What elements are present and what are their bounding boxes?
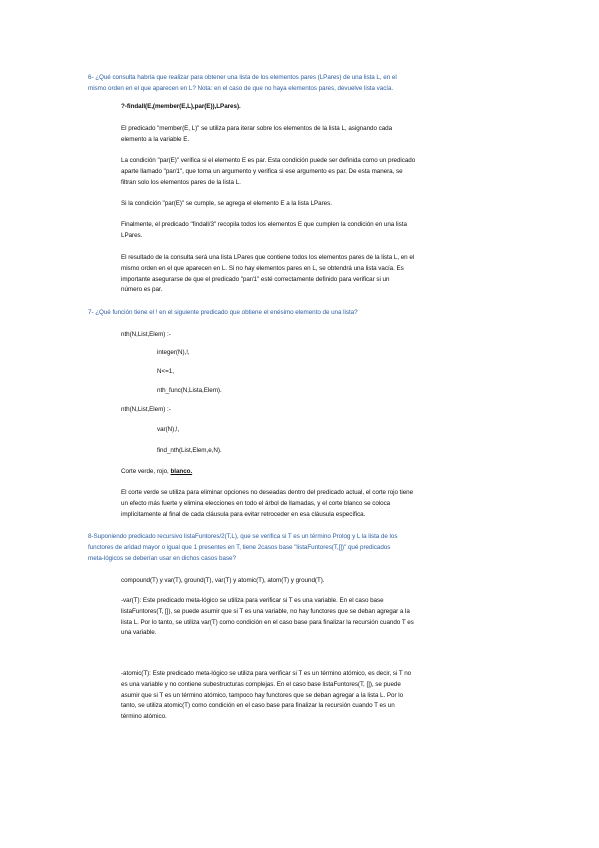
code-line-7: find_nth(List,Elem,e,N). [157,447,222,454]
q7-answer [121,467,192,478]
selected-answer: blanco. [170,468,193,475]
code-line-1: nth(N,List,Elem) :- [121,331,171,338]
q6-paragraph-1: El predicado "member(E, L)" se utiliza para iterar sobre los elementos de la lista L, asignando cada elemento a la variable E. [121,125,393,143]
question-8-title: 8-Suponiendo predicado recursivo listaFuntores/2(T,L), que se verifica si T es un término Prolog y L la lista de los functores de aridad mayor o igual que 1 presentes en T, tiene 2casos base "listaFuntores(T,[])" qué predicados meta-lógicos se deberían usar en dichos casos base? [88,533,398,562]
code-line-5: nth(N,List,Elem) :- [121,406,171,413]
q8-paragraph-3: -atomic(T): Este predicado meta-lógico se utiliza para verificar si T es un término atómico, es decir, si T no es una variable y no contiene subestructuras complejas. En el caso base listaFuntores(T, []), se puede asumir que si T es un término atómico, tampoco hay functores que se deban agregar a la lista L. Por lo tanto, se utiliza atomic(T) como condición en el caso base para finalizar la recursión cuando T es un término atómico. [121,670,412,721]
q6-paragraph-3: Si la condición "par(E)" se cumple, se agrega el elemento E a la lista LPares. [121,200,332,207]
code-line-6: var(N),!, [157,426,180,433]
code-line-4: nth_func(N,Lista,Elem). [157,387,222,394]
question-6-title: 6- ¿Qué consulta habría que realizar para obtener una lista de los elementos pares (LPares) de una lista L, en el mismo orden en el que aparecen en L? Nota: en el caso de que no haya elementos pares, devuelve lista vacía. [88,74,397,92]
q6-paragraph-5: El resultado de la consulta será una lista LPares que contiene todos los elementos pares de la lista L, en el mismo orden en el que aparecen en L. Si no hay elementos pares en L, se obtendrá una lista vacía. Es importante asegurarse de que el predicado "par/1" esté correctamente definido para verificar si un número es par. [121,254,415,294]
q6-paragraph-4: Finalmente, el predicado "findall/3" recopila todos los elementos E que cumplen la condición en una lista LPares. [121,221,407,239]
question-7-title: 7- ¿Qué función tiene el ! en el siguiente predicado que obtiene el enésimo elemento de una lista? [88,309,358,316]
code-line-3: N<=1, [157,368,174,375]
q6-paragraph-2: La condición "par(E)" verifica si el elemento E es par. Esta condición puede ser definida como un predicado aparte llamado "par/1", que toma un argumento y verifica si ese argumento es par. De esta manera, se filtran solo los elementos pares de la lista L. [121,157,416,186]
answer-options: Corte verde, rojo, [121,468,171,475]
question-6-query: ?-findall(E,(member(E,L),par(E)),LPares). [121,103,241,110]
code-line-2: integer(N),!, [157,349,190,356]
q8-paragraph-1: compound(T) y var(T), ground(T), var(T) y atomic(T), atom(T) y ground(T). [121,577,325,584]
q8-paragraph-2: -var(T): Este predicado meta-lógico se utiliza para verificar si T es una variable. En el caso base listaFuntores(T, []), se puede asumir que si T es una variable, no hay functores que se deban agregar a la lista L. Por lo tanto, se utiliza var(T) como condición en el caso base para finalizar la recursión cuando T es una variable. [121,597,414,637]
q7-paragraph-1: El corte verde se utiliza para eliminar opciones no deseadas dentro del predicado actual, el corte rojo tiene un efecto más fuerte y elimina elecciones en todo el árbol de llamadas, y el corte blanco se coloca implícitamente al final de cada cláusula para evitar retroceder en esa cláusula específica. [121,489,414,518]
